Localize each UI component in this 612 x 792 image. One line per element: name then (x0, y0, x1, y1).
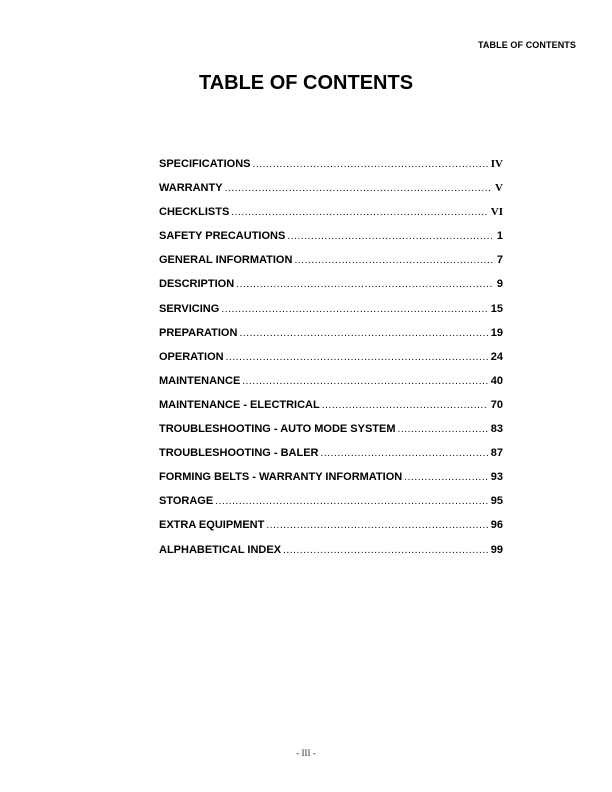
toc-entry-title: MAINTENANCE - ELECTRICAL (159, 398, 320, 411)
toc-entry[interactable] (159, 254, 503, 278)
toc-entry-title: DESCRIPTION (159, 278, 235, 291)
toc-entry-title: TROUBLESHOOTING - AUTO MODE SYSTEM (159, 423, 396, 436)
toc-entry[interactable] (159, 423, 503, 447)
toc-entry[interactable] (159, 303, 503, 327)
toc-entry[interactable] (159, 351, 503, 375)
toc-entry-page-number: 99 (490, 543, 503, 556)
toc-entry-page-number: 95 (490, 495, 503, 508)
toc-entry-page-number: IV (490, 158, 503, 170)
dot-leader (225, 183, 492, 194)
toc-entry-page-number: 93 (490, 471, 503, 484)
toc-entry[interactable] (159, 519, 503, 543)
toc-entry-title: ALPHABETICAL INDEX (159, 543, 282, 556)
toc-entry[interactable] (159, 471, 503, 495)
toc-entry-title: SERVICING (159, 302, 220, 315)
dot-leader (283, 545, 488, 556)
dot-leader (321, 448, 488, 459)
toc-entry-title: TROUBLESHOOTING - BALER (159, 447, 319, 460)
running-header: TABLE OF CONTENTS (477, 40, 576, 50)
toc-entry[interactable] (159, 182, 503, 206)
dot-leader (221, 304, 487, 315)
toc-entry[interactable] (159, 447, 503, 471)
toc-entry[interactable] (159, 495, 503, 519)
toc-entry[interactable] (159, 399, 503, 423)
toc-entry-title: SPECIFICATIONS (159, 158, 251, 170)
dot-leader (239, 328, 487, 339)
toc-entry-page-number: 15 (490, 302, 503, 315)
toc-entry[interactable] (159, 206, 503, 230)
toc-entry-page-number: 24 (490, 350, 503, 363)
dot-leader (242, 376, 487, 387)
toc-entry-title: PREPARATION (159, 326, 238, 339)
toc-entry-page-number: 7 (496, 254, 503, 267)
toc-entry-page-number: VI (490, 206, 503, 219)
page-title: TABLE OF CONTENTS (198, 72, 414, 94)
toc-entry-page-number: V (495, 182, 503, 195)
toc-entry[interactable] (159, 375, 503, 399)
toc-entry[interactable] (159, 544, 503, 568)
toc-entry-page-number: 19 (490, 326, 503, 339)
toc-entry-page-number: 40 (490, 374, 503, 387)
toc-entry-page-number: 9 (496, 278, 503, 291)
toc-entry[interactable] (159, 327, 503, 351)
dot-leader (294, 255, 493, 266)
toc-entry-title: GENERAL INFORMATION (159, 254, 293, 267)
toc-entry-page-number: 1 (496, 230, 503, 243)
toc-entry-title: SAFETY PRECAUTIONS (159, 230, 286, 243)
dot-leader (398, 424, 488, 435)
toc-entry-title: FORMING BELTS - WARRANTY INFORMATION (159, 471, 403, 484)
dot-leader (266, 520, 487, 531)
toc-list (159, 158, 503, 568)
toc-entry-page-number: 96 (490, 519, 503, 532)
page-number-footer: - III - (296, 748, 316, 758)
toc-entry-title: STORAGE (159, 495, 214, 508)
toc-entry[interactable] (159, 278, 503, 302)
toc-entry-page-number: 83 (490, 423, 503, 436)
dot-leader (236, 279, 494, 290)
dot-leader (231, 207, 487, 218)
toc-entry-title: MAINTENANCE (159, 374, 241, 387)
toc-entry-title: OPERATION (159, 350, 224, 363)
dot-leader (252, 159, 487, 170)
toc-entry-title: EXTRA EQUIPMENT (159, 519, 265, 532)
dot-leader (404, 472, 488, 483)
toc-entry-title: WARRANTY (159, 182, 223, 195)
dot-leader (215, 496, 488, 507)
toc-entry[interactable] (159, 230, 503, 254)
dot-leader (322, 400, 488, 411)
toc-entry-page-number: 87 (490, 447, 503, 460)
dot-leader (287, 231, 494, 242)
toc-entry[interactable] (159, 158, 503, 182)
toc-entry-title: CHECKLISTS (159, 206, 230, 219)
toc-entry-page-number: 70 (490, 398, 503, 411)
dot-leader (226, 352, 488, 363)
